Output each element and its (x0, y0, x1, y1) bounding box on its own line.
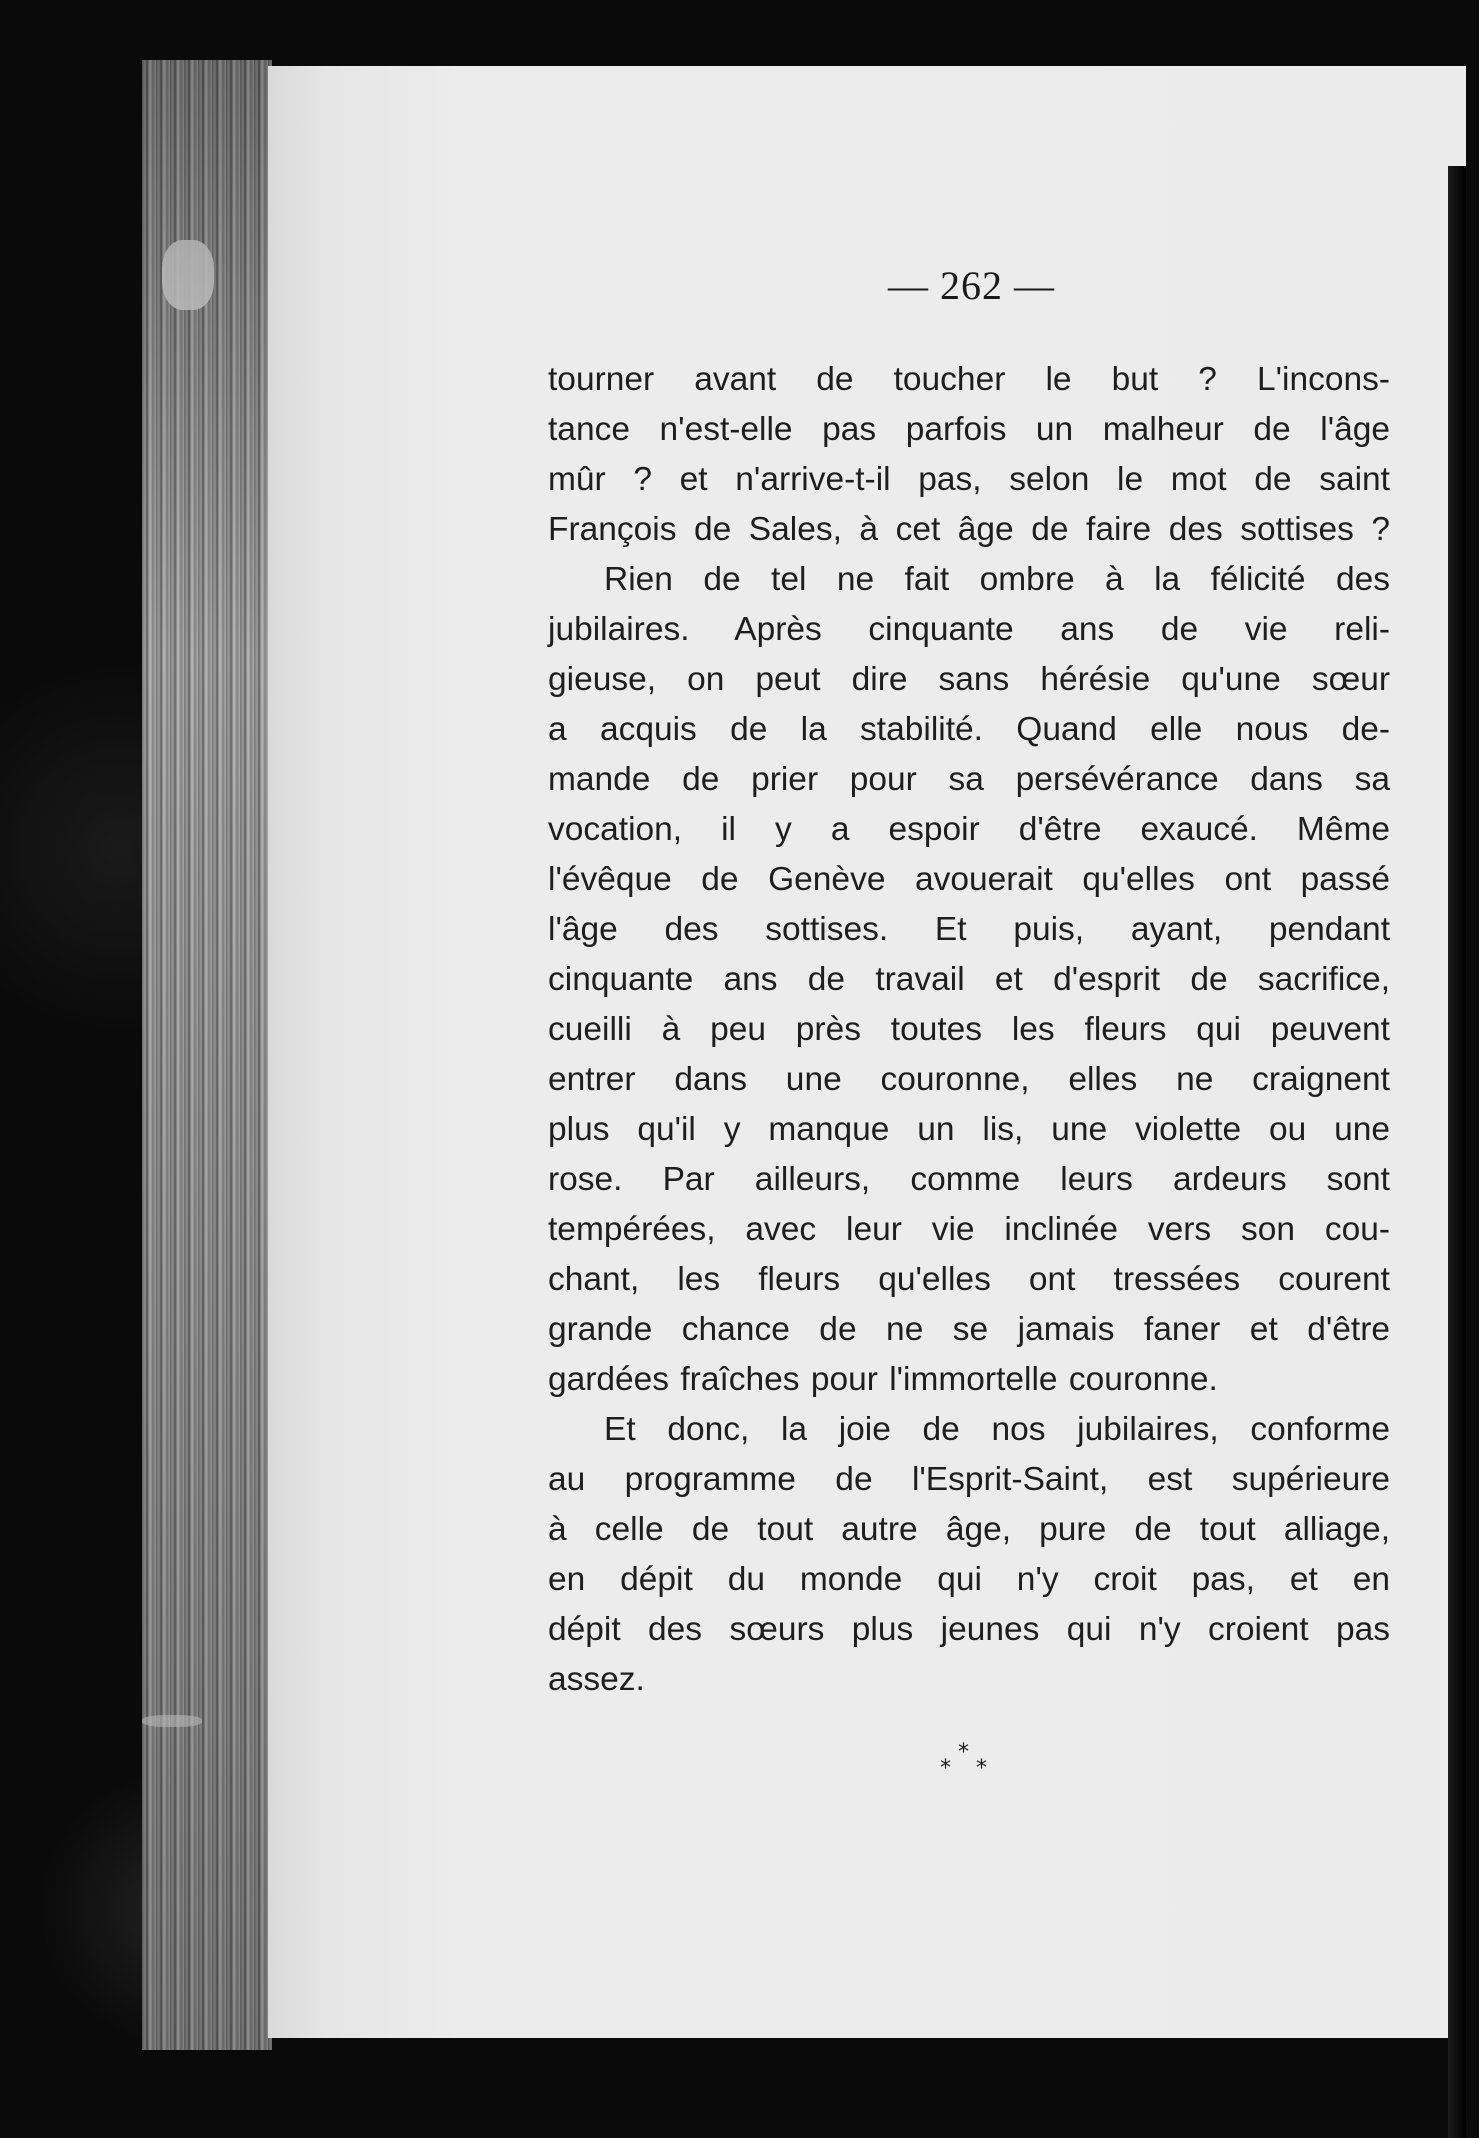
text-line-content: gardées fraîches pour l'immortelle couronne. (548, 1361, 1218, 1398)
text-line-content: au programme de l'Esprit-Saint, est supérieure (548, 1461, 1390, 1498)
text-line (548, 1505, 1390, 1555)
text-line (548, 605, 1390, 655)
text-line-content: mande de prier pour sa persévérance dans sa (548, 761, 1390, 798)
text-line-content: tance n'est-elle pas parfois un malheur de l'âge (548, 411, 1390, 448)
text-line-content: jubilaires. Après cinquante ans de vie reli- (548, 611, 1390, 648)
text-line-content: à celle de tout autre âge, pure de tout alliage, (548, 1511, 1390, 1548)
text-line-content: Et donc, la joie de nos jubilaires, conforme (604, 1411, 1390, 1448)
text-line (548, 1305, 1390, 1355)
text-line-content: en dépit du monde qui n'y croit pas, et en (548, 1561, 1390, 1598)
text-line (548, 355, 1390, 405)
text-line (548, 455, 1390, 505)
text-line (548, 655, 1390, 705)
text-line (548, 1405, 1390, 1455)
text-line-content: cueilli à peu près toutes les fleurs qui peuvent (548, 1011, 1390, 1048)
text-line (548, 955, 1390, 1005)
text-line-content: vocation, il y a espoir d'être exaucé. Même (548, 811, 1390, 848)
section-break-asterism (938, 1742, 998, 1792)
text-line-content: plus qu'il y manque un lis, une violette ou une (548, 1111, 1390, 1148)
page-right-edge (1448, 166, 1466, 2138)
text-line-content: chant, les fleurs qu'elles ont tressées courent (548, 1261, 1390, 1298)
text-line (548, 1055, 1390, 1105)
text-line (548, 1155, 1390, 1205)
text-line-content: dépit des sœurs plus jeunes qui n'y croient pas (548, 1611, 1390, 1648)
book-page-edges (142, 60, 272, 2050)
text-line (548, 905, 1390, 955)
edge-smudge (142, 1715, 202, 1727)
text-line-content: Rien de tel ne fait ombre à la félicité des (604, 561, 1390, 598)
text-line-content: grande chance de ne se jamais faner et d'être (548, 1311, 1390, 1348)
text-line-content: tempérées, avec leur vie inclinée vers son cou- (548, 1211, 1390, 1248)
asterism-star-top: * (958, 1740, 969, 1765)
asterism-star-right: * (976, 1756, 987, 1781)
text-line (548, 1105, 1390, 1155)
text-line-content: assez. (548, 1661, 645, 1698)
text-line-content: a acquis de la stabilité. Quand elle nous de- (548, 711, 1390, 748)
text-line (548, 1355, 1390, 1405)
text-line-content: l'évêque de Genève avouerait qu'elles ont passé (548, 861, 1390, 898)
text-line (548, 1455, 1390, 1505)
text-line (548, 555, 1390, 605)
text-line-content: rose. Par ailleurs, comme leurs ardeurs sont (548, 1161, 1390, 1198)
text-line-content: gieuse, on peut dire sans hérésie qu'une sœur (548, 661, 1390, 698)
text-line (548, 855, 1390, 905)
text-line (548, 405, 1390, 455)
edge-smudge (162, 240, 214, 310)
body-text (548, 355, 1390, 1705)
text-line (548, 1555, 1390, 1605)
text-line (548, 705, 1390, 755)
text-line (548, 805, 1390, 855)
page-number: — 262 — (888, 263, 1055, 308)
text-line (548, 1605, 1390, 1655)
text-line-content: tourner avant de toucher le but ? L'incons- (548, 361, 1390, 398)
asterism-star-left: * (940, 1756, 951, 1781)
text-line (548, 1205, 1390, 1255)
text-line-content: mûr ? et n'arrive-t-il pas, selon le mot de saint (548, 461, 1390, 498)
text-line-content: cinquante ans de travail et d'esprit de sacrifice, (548, 961, 1390, 998)
text-line-content: entrer dans une couronne, elles ne craignent (548, 1061, 1390, 1098)
text-line (548, 505, 1390, 555)
text-line-content: François de Sales, à cet âge de faire des sottises ? (548, 511, 1390, 548)
text-line (548, 1005, 1390, 1055)
text-line-content: l'âge des sottises. Et puis, ayant, pendant (548, 911, 1390, 948)
text-line (548, 755, 1390, 805)
text-line (548, 1655, 1390, 1705)
text-line (548, 1255, 1390, 1305)
